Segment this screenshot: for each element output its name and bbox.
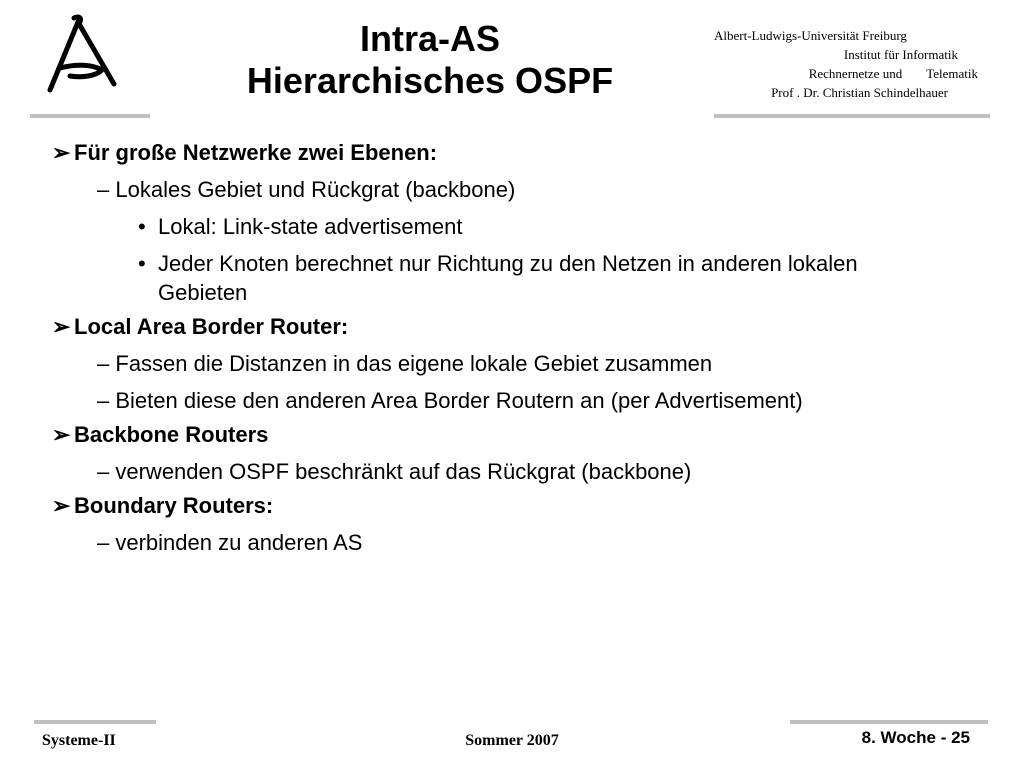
list-item-text: Lokal: Link-state advertisement — [158, 214, 463, 239]
list-item — [52, 491, 972, 520]
arrow-bullet-icon: ➢ — [52, 493, 71, 518]
institution-professor: Prof . Dr. Christian Schindelhauer — [771, 85, 948, 100]
list-item — [52, 386, 972, 415]
header-rule-right — [714, 114, 990, 118]
list-item — [52, 420, 972, 449]
institution-chair-part1: Rechnernetze und — [808, 66, 903, 81]
list-item-text: Für große Netzwerke zwei Ebenen: — [74, 140, 438, 165]
list-item-text: Local Area Border Router: — [74, 314, 349, 339]
list-item — [52, 312, 972, 341]
footer-semester: Sommer 2007 — [465, 732, 559, 749]
arrow-bullet-icon: ➢ — [52, 422, 71, 447]
list-item-text: Bieten diese den anderen Area Border Routern an (per Advertisement) — [115, 388, 803, 413]
list-item — [52, 249, 918, 307]
list-item — [52, 528, 972, 557]
list-item — [52, 457, 972, 486]
list-item-text: Jeder Knoten berechnet nur Richtung zu den Netzen in anderen lokalen Gebieten — [158, 251, 858, 305]
dash-marker: – — [97, 530, 110, 555]
list-item-text: Lokales Gebiet und Rückgrat (backbone) — [115, 177, 516, 202]
institution-chair-part2: Telematik — [926, 66, 978, 81]
dash-marker: – — [97, 459, 110, 484]
list-item — [52, 349, 972, 378]
dot-bullet-icon: • — [138, 214, 146, 239]
list-item-text: Backbone Routers — [74, 422, 269, 447]
institution-institute: Institut für Informatik — [843, 47, 958, 62]
list-item-text: Fassen die Distanzen in das eigene lokale Gebiet zusammen — [115, 351, 713, 376]
title-line-2: Hierarchisches OSPF — [246, 60, 614, 101]
page-title — [180, 18, 680, 102]
list-item — [52, 138, 972, 167]
footer-course: Systeme-II — [42, 732, 116, 749]
dash-marker: – — [97, 351, 110, 376]
slide-content — [52, 138, 972, 557]
header-rule-left — [30, 114, 150, 118]
arrow-bullet-icon: ➢ — [52, 140, 71, 165]
list-item — [52, 175, 972, 204]
dash-marker: – — [97, 388, 110, 413]
footer-page-number: 8. Woche - 25 — [861, 728, 970, 747]
university-logo-icon — [30, 14, 130, 98]
list-item-text: Boundary Routers: — [74, 493, 274, 518]
institution-university: Albert-Ludwigs-Universität Freiburg — [714, 28, 907, 43]
footer-rule-left — [34, 720, 156, 724]
footer-rule-right — [790, 720, 988, 724]
list-item — [52, 212, 918, 241]
list-item-text: verbinden zu anderen AS — [115, 530, 363, 555]
list-item-text: verwenden OSPF beschränkt auf das Rückgrat (backbone) — [115, 459, 692, 484]
institution-block — [678, 26, 978, 102]
dot-bullet-icon: • — [138, 251, 146, 276]
title-line-1: Intra-AS — [359, 18, 500, 59]
institution-chair — [678, 64, 978, 83]
dash-marker: – — [97, 177, 110, 202]
arrow-bullet-icon: ➢ — [52, 314, 71, 339]
